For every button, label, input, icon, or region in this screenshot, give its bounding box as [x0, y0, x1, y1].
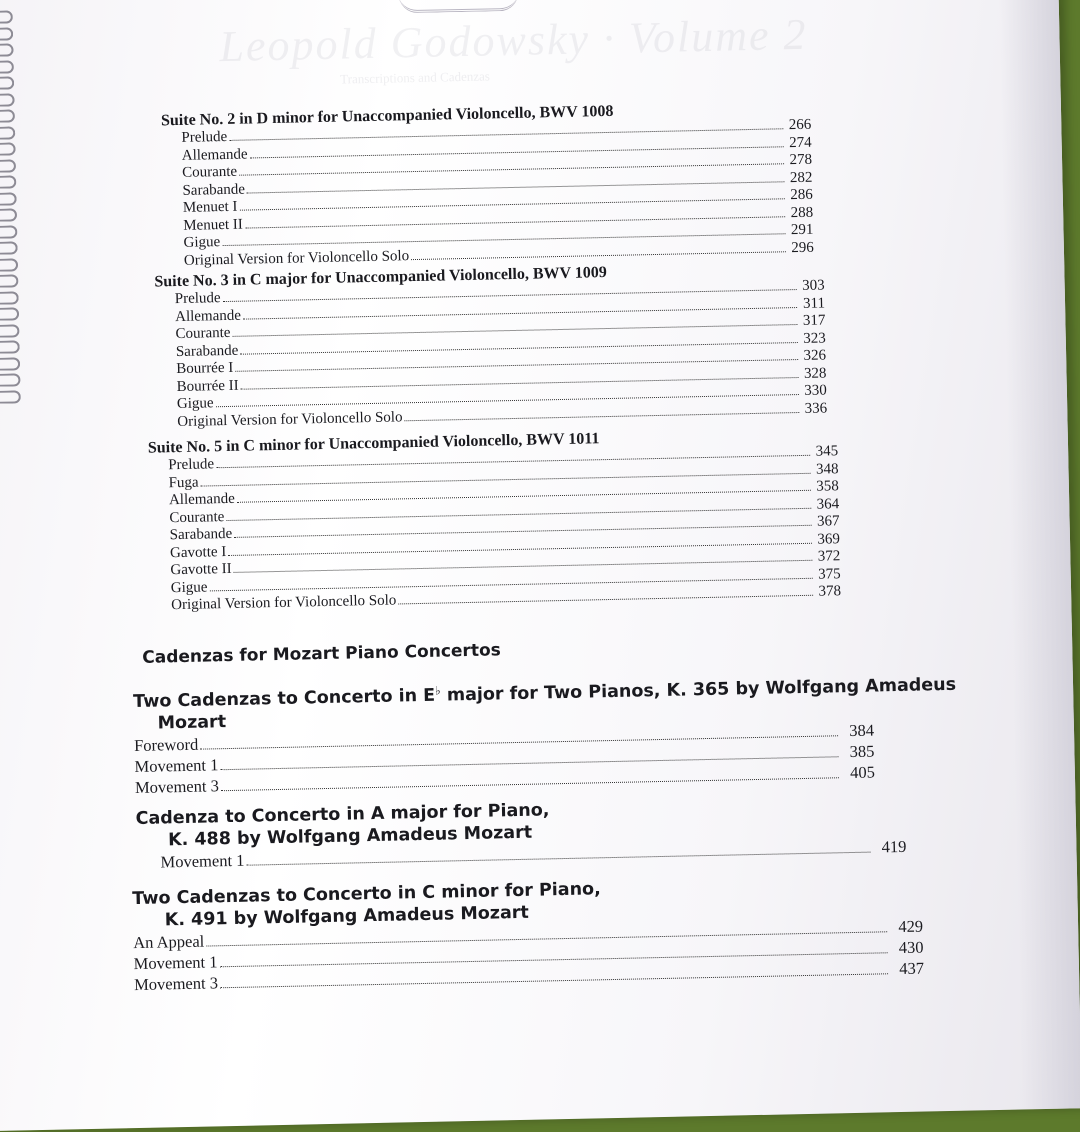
bleed-through-header: Leopold Godowsky · Volume 2 [218, 9, 808, 72]
spiral-coil [0, 340, 20, 353]
bleed-through-subheader: Transcriptions and Cadenzas [340, 68, 491, 87]
toc-entry-label: Sarabande [169, 525, 233, 544]
spiral-coil [0, 373, 21, 386]
spiral-coil [0, 307, 19, 320]
toc-entry-label: Movement 1 [134, 755, 219, 777]
toc-entry-label: Bourrée II [176, 377, 239, 395]
header-ornament [398, 0, 518, 13]
suite-2-title: Suite No. 2 in D minor for Unaccompanied Violoncello, BWV 1008 [160, 102, 614, 130]
spiral-coil [0, 241, 18, 254]
spiral-coil [0, 60, 14, 73]
suite-2-block [161, 99, 814, 271]
toc-entry-page-number: 358 [816, 478, 840, 495]
spiral-coil [0, 175, 16, 188]
spiral-coil [0, 324, 20, 337]
spiral-coil [0, 258, 18, 271]
spiral-coil [0, 291, 19, 304]
spiral-coil [0, 357, 20, 370]
toc-entry-label: Original Version for Violoncello Solo [177, 408, 403, 430]
toc-entry-page-number: 367 [816, 513, 840, 530]
toc-entry-page-number: 372 [817, 548, 841, 565]
cadenza-3-title-line-2: K. 491 by Wolfgang Amadeus Mozart [164, 902, 529, 931]
toc-entry-page-number: 323 [803, 329, 826, 347]
toc-entry-label: Courante [169, 508, 225, 526]
spiral-coil [0, 27, 13, 40]
toc-entry-page-number: 303 [801, 277, 825, 294]
toc-entry-page-number: 384 [849, 720, 875, 741]
spiral-coil [0, 225, 17, 238]
spiral-coil [0, 93, 15, 106]
cadenza-2-title-line-1: Cadenza to Concerto in A major for Piano, [135, 800, 550, 830]
toc-entry-label: Allemande [174, 307, 242, 325]
toc-entry-label: Movement 1 [133, 952, 218, 974]
toc-entry-label: Sarabande [175, 342, 239, 360]
toc-entry-label: Courante [175, 324, 231, 343]
toc-entry-label: Prelude [168, 456, 215, 474]
cadenza-1-title-line-1: Two Cadenzas to Concerto in E♭ major for Two Pianos, K. 365 by Wolfgang Amadeus [132, 674, 957, 713]
toc-entry-page-number: 369 [817, 530, 841, 548]
spiral-binding [0, 10, 23, 410]
toc-entry-page-number: 328 [803, 364, 827, 382]
suite-5-title: Suite No. 5 in C minor for Unaccompanied Violoncello, BWV 1011 [147, 430, 600, 457]
spiral-coil [0, 390, 21, 403]
toc-entry-page-number: 296 [791, 239, 814, 256]
cadenza-3-title-line-1: Two Cadenzas to Concerto in C minor for Piano, [132, 879, 601, 910]
toc-entry-page-number: 317 [802, 312, 826, 329]
spiral-coil [0, 274, 18, 287]
suite-5-entries [148, 443, 841, 615]
toc-entry-label: Allemande [168, 490, 235, 509]
toc-entry-page-number: 429 [898, 916, 924, 937]
spiral-coil [0, 10, 13, 23]
spiral-coil [0, 76, 14, 89]
toc-entry-page-number: 286 [790, 186, 813, 204]
toc-entry-page-number: 419 [881, 836, 907, 857]
spiral-coil [0, 192, 17, 205]
toc-entry-label: Movement 3 [133, 973, 219, 995]
flat-symbol: ♭ [434, 683, 441, 698]
toc-entry-label: Original Version for Violoncello Solo [183, 247, 410, 269]
toc-entry-label: Menuet I [182, 198, 238, 216]
toc-entry-label: Prelude [181, 128, 228, 146]
toc-entry-page-number: 336 [804, 399, 828, 417]
toc-entry-label: Gavotte I [169, 543, 227, 561]
toc-entry-label: Movement 1 [160, 850, 245, 872]
cadenza-3-block [132, 872, 924, 996]
toc-entry-label: Sarabande [182, 181, 246, 199]
cadenza-1-block [132, 671, 957, 798]
toc-entry-page-number: 291 [790, 221, 814, 239]
toc-entry-page-number: 326 [803, 347, 827, 364]
toc-entry-page-number: 288 [790, 204, 814, 221]
suite-3-title: Suite No. 3 in C major for Unaccompanied Violoncello, BWV 1009 [154, 264, 607, 291]
suite-3-entries [155, 277, 828, 431]
toc-entry-page-number: 364 [816, 495, 840, 513]
toc-entry-page-number: 266 [788, 116, 812, 134]
toc-entry-label: Movement 3 [134, 776, 220, 798]
toc-entry-page-number: 274 [788, 134, 812, 151]
toc-entry-label: Menuet II [183, 216, 243, 234]
toc-entry-page-number: 375 [818, 565, 841, 583]
spiral-coil [0, 43, 14, 56]
toc-entry-label: An Appeal [133, 931, 205, 953]
suite-5-block [148, 425, 842, 615]
cadenza-1-title-line-2: Mozart [157, 712, 227, 734]
toc-entry-page-number: 385 [849, 741, 875, 762]
spiral-coil [0, 208, 17, 221]
toc-entry-page-number: 282 [789, 169, 813, 186]
toc-entry-label: Prelude [174, 290, 221, 308]
toc-entry-label: Gigue [170, 578, 208, 596]
section-heading: Cadenzas for Mozart Piano Concertos [142, 640, 501, 668]
toc-entry-page-number: 437 [899, 958, 925, 979]
toc-entry-page-number: 278 [789, 151, 813, 169]
toc-entry-label: Fuga [168, 474, 199, 491]
toc-entry-label: Foreword [133, 734, 199, 756]
page-edge-shadow [998, 0, 1080, 1110]
toc-entry-page-number: 430 [898, 937, 924, 958]
toc-entry-label: Original Version for Violoncello Solo [171, 592, 397, 614]
toc-entry-label: Gavotte II [170, 560, 232, 579]
spiral-coil [0, 142, 16, 155]
suite-3-block [154, 259, 827, 431]
toc-entry-page-number: 330 [804, 382, 827, 399]
toc-entry-page-number: 345 [815, 443, 839, 460]
spiral-coil [0, 126, 15, 139]
toc-entry-label: Bourrée I [176, 359, 234, 378]
toc-entry-label: Gigue [176, 395, 214, 413]
toc-entry-label: Gigue [183, 234, 221, 251]
toc-entry-page-number: 378 [818, 583, 842, 600]
cadenza-2-title-line-2: K. 488 by Wolfgang Amadeus Mozart [167, 822, 533, 851]
toc-entry-label: Allemande [181, 146, 248, 164]
toc-entry-page-number: 348 [815, 460, 839, 478]
toc-entry-page-number: 405 [849, 762, 876, 783]
spiral-coil [0, 159, 16, 172]
suite-2-entries [161, 117, 814, 271]
toc-entry-page-number: 311 [802, 294, 826, 312]
cadenza-2-block [135, 792, 906, 873]
spiral-coil [0, 109, 15, 122]
toc-entry-label: Courante [181, 163, 238, 181]
